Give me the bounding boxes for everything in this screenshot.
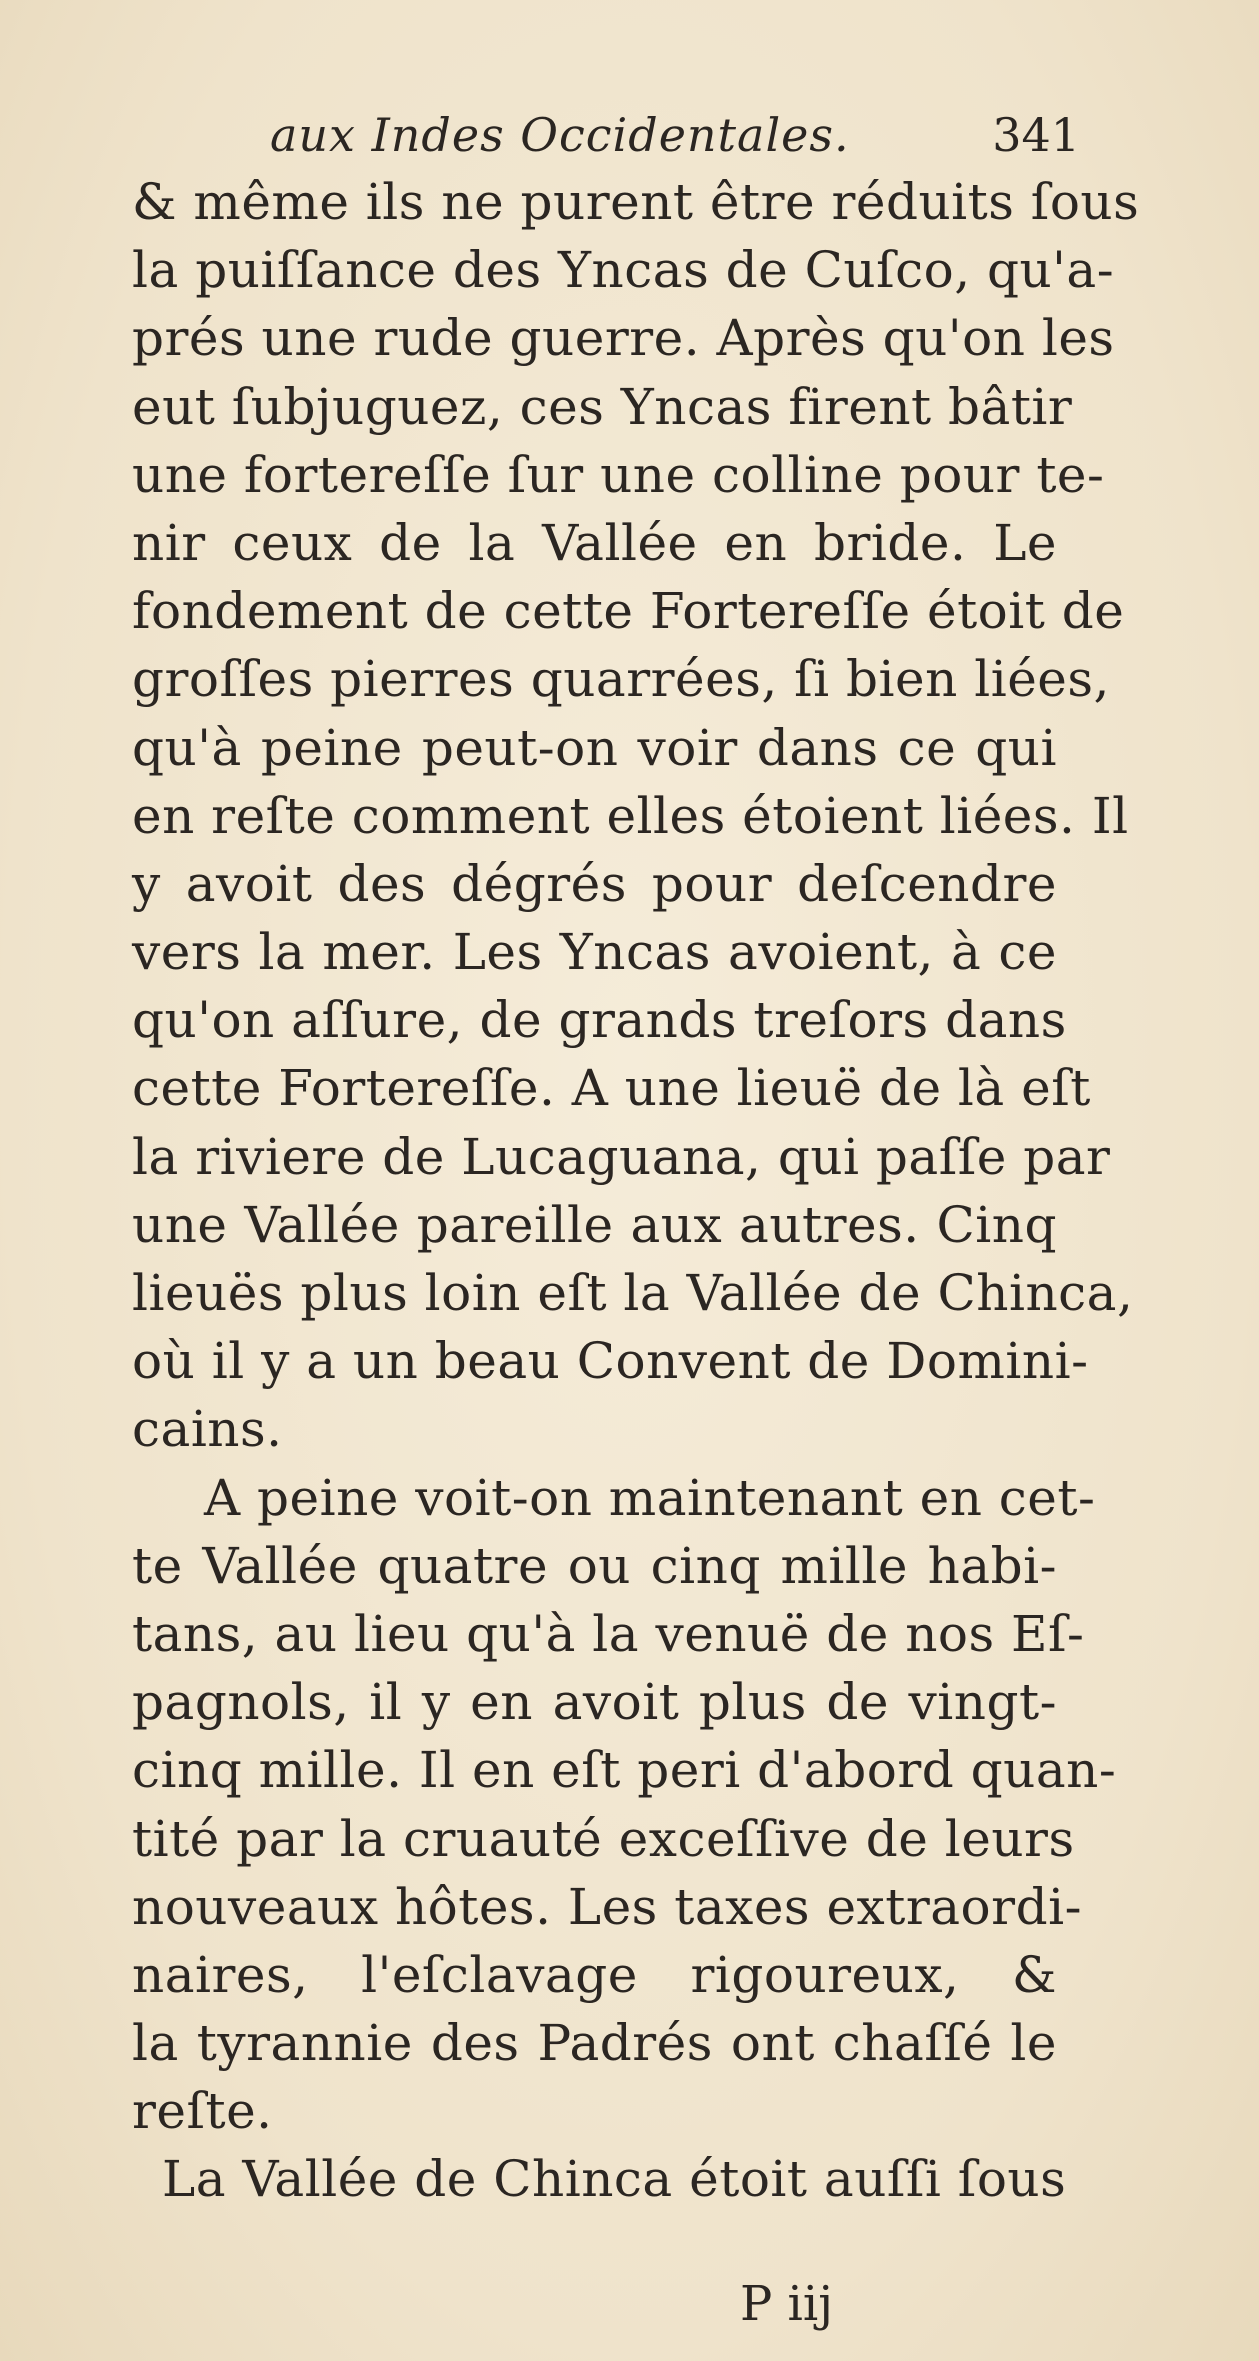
paragraph-start-line: A peine voit-on maintenant en cet- [204, 1468, 1096, 1527]
text-line: qu'à peine peut-on voir dans ce qui [132, 718, 1057, 777]
text-line: la puiſſance des Yncas de Cuſco, qu'a- [132, 241, 1115, 300]
text-line: naires, l'eſclavage rigoureux, & [132, 1945, 1057, 2004]
text-line: cette Fortereſſe. A une lieuë de là eſt [132, 1059, 1091, 1118]
signature-mark: P iij [740, 2276, 834, 2332]
text-line: une Vallée pareille aux autres. Cinq [132, 1195, 1057, 1254]
text-line: qu'on aſſure, de grands treſors dans [132, 991, 1067, 1050]
text-line: y avoit des dégrés pour deſcendre [132, 854, 1057, 913]
text-line: prés une rude guerre. Après qu'on les [132, 309, 1115, 368]
text-line: groſſes pierres quarrées, ſi bien liées, [132, 650, 1110, 709]
text-line: nir ceux de la Vallée en bride. Le [132, 513, 1057, 572]
text-line: en reſte comment elles étoient liées. Il [132, 786, 1129, 845]
text-line: pagnols, il y en avoit plus de vingt- [132, 1673, 1057, 1732]
text-line: reſte. [132, 2082, 273, 2141]
text-line: tans, au lieu qu'à la venuë de nos Eſ- [132, 1604, 1085, 1663]
page-body [132, 168, 1140, 2214]
text-line: & même ils ne purent être réduits ſous [132, 173, 1140, 231]
text-line: eut ſubjuguez, ces Yncas firent bâtir [132, 377, 1073, 436]
text-line: cinq mille. Il en eſt peri d'abord quan- [132, 1741, 1117, 1800]
text-line: nouveaux hôtes. Les taxes extraordi- [132, 1877, 1082, 1936]
page-number: 341 [992, 108, 1080, 162]
running-title: aux Indes Occidentales. [270, 108, 850, 162]
text-line: tité par la cruauté exceſſive de leurs [132, 1809, 1075, 1868]
text-line: une fortereſſe ſur une colline pour te- [132, 445, 1105, 504]
text-line: lieuës plus loin eſt la Vallée de Chinca, [132, 1264, 1134, 1322]
text-line: où il y a un beau Convent de Domini- [132, 1332, 1089, 1391]
text-line: vers la mer. Les Yncas avoient, à ce [132, 923, 1057, 982]
text-line: cains. [132, 1400, 283, 1459]
text-line: te Vallée quatre ou cinq mille habi- [132, 1536, 1057, 1595]
text-line: fondement de cette Fortereſſe étoit de [132, 582, 1125, 641]
paragraph-start-line: La Vallée de Chinca étoit auſſi ſous [162, 2150, 1067, 2209]
text-line: la riviere de Lucaguana, qui paſſe par [132, 1127, 1111, 1186]
text-line: la tyrannie des Padrés ont chaſſé le [132, 2014, 1057, 2073]
